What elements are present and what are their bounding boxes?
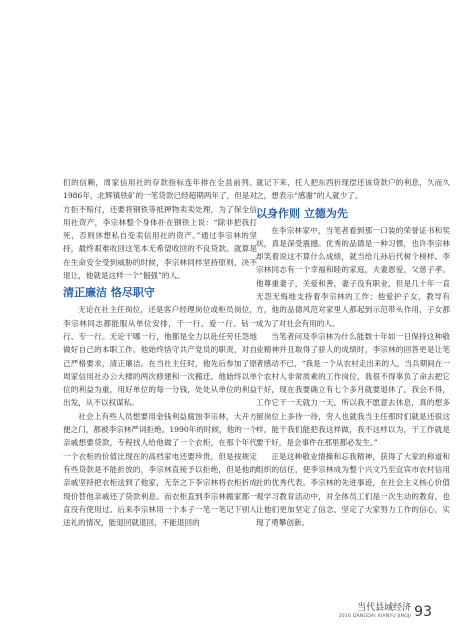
blank-header-area — [0, 0, 460, 172]
paragraph: 就记下来，托人把东西折现偿还该贷款户的利息，久而久之，想表示“感谢”的人就少了。 — [256, 178, 450, 201]
article-left-column — [63, 176, 257, 529]
journal-subtitle: 2016 DANGDAI XIANYU JINGJI — [338, 614, 412, 619]
journal-name-block — [339, 603, 411, 620]
article-right-column — [256, 176, 450, 529]
paragraph: 正是这种敬业情操和忘我精神，获得了大家的称道和组织的信任，使李宗林成为整个兴文乃至宜宾市农村信用社的优秀代表。李宗林的先进事迹，在社会主义核心价值观学习教育活动中，对全体员工们是一次生动的教育，也让他们更加坚定了信念、坚定了大家努力工作的信心，实现了勇攀创新。 — [256, 451, 450, 528]
section-heading: 清正廉洁 恪尽职守 — [63, 286, 155, 300]
page-number: 93 — [414, 604, 432, 620]
journal-title: 当代县域经济 — [357, 603, 412, 613]
page-footer — [339, 603, 432, 620]
paragraph: 在李宗林家中，当笔者看到那一口装的荣誉证书和奖状，真是深受震撼。优秀的品德是一种习惯，也许李宗林却笑着说这不算什么成绩，就当给儿孙后代树个榜样。李宗林同志有一个幸福和睦的家庭，夫妻恩爱，父慈子孝。他尊重妻子，关爱和善，妻子没有职业，但是几十年一直无怨无悔地支持着李宗林的工作；他爱护子女，教导有方，他的品德风范对家里人都起到示范带头作用，子女都成为了对社会有用的人。 — [256, 225, 450, 328]
paragraph: 们的信赖，周家信用社的存款指标连年排在全县前列。1986年，北辉镇铁矿的一笔贷款已经超期两年了，但是对方拒不赔付，还要将钢铁等抵押物卖卖处理，为了保全信用社资产，李宗林整个身体扑在钢铁上说：“除非把我打死，否则休想私自变卖信用社的资产。”通过李宗林的坚持，最终艰难收回这笔本无希望收回的不良贷款。就算是在生命安全受到威胁的时候，李宗林同样坚持原则，决不退让，他就是这样一个“倔强”的人。 — [63, 178, 257, 281]
paragraph: 当笔者问及李宗林为什么能数十年如一日保持这种敬业精神并且取得了骄人的成绩时，李宗林的回答更是让笔者感动不已，“我是一个从农村走出来的人，当兵期间在一个农村人非常质素的工作岗位，我很不得辜负了命去把它干好，现在我要确立有七个多月就要退休了，我会不得，工作它干一天就力一天，所以我不愿意去休息，真的想多留岗位上多待一待，穷人也就我当主任那时们就是还很这样，能干我们能把我这样做，我不这样以为，干工作就是要干好，是会事件在那里都必发生。” — [256, 331, 450, 448]
paragraph: 社会上有些人员想要用金钱利益腐蚀李宗林，大开方便之门，都被李宗林严词拒绝。1990年的时候，他的一个亲戚想要贷款，专程找人给他做了一个衣柜，在那个年代一个衣柜的价值比现在的高档家电还要珍贵，但是按规定有些贷款是不能折放的，李宗林直接予以拒绝，但是他的亲戚坚持把衣柜送到了他家，无奈之下李宗林将衣柜折成现价替他亲戚还了贷款利息。而衣柜直到李宗林搬家都一直没有使用过。后来李宗林用一个本子一笔一笔记下别人送礼的情况，能退回就退回，不能退回的 — [63, 411, 257, 528]
section-heading: 以身作则 立德为先 — [256, 206, 348, 220]
paragraph: 无论在社主任岗位，还是客户经理岗位或柜员岗位，李宗林同志都能服从单位安排，干一行、爱一行、钻一行、专一行。无论干哪一行，他都是全力以赴任劳任怨地做好自己的本职工作。他始终恪守共产党员的职责，对自己严格要求，清正廉洁。在当社主任时，他先后参加了原周家信用社办公大楼的两次修建和一次搬迁。他始终以单位的利益为重，用好单位的每一分钱，处处从单位的利益出发，从不以权谋私。 — [63, 305, 257, 408]
